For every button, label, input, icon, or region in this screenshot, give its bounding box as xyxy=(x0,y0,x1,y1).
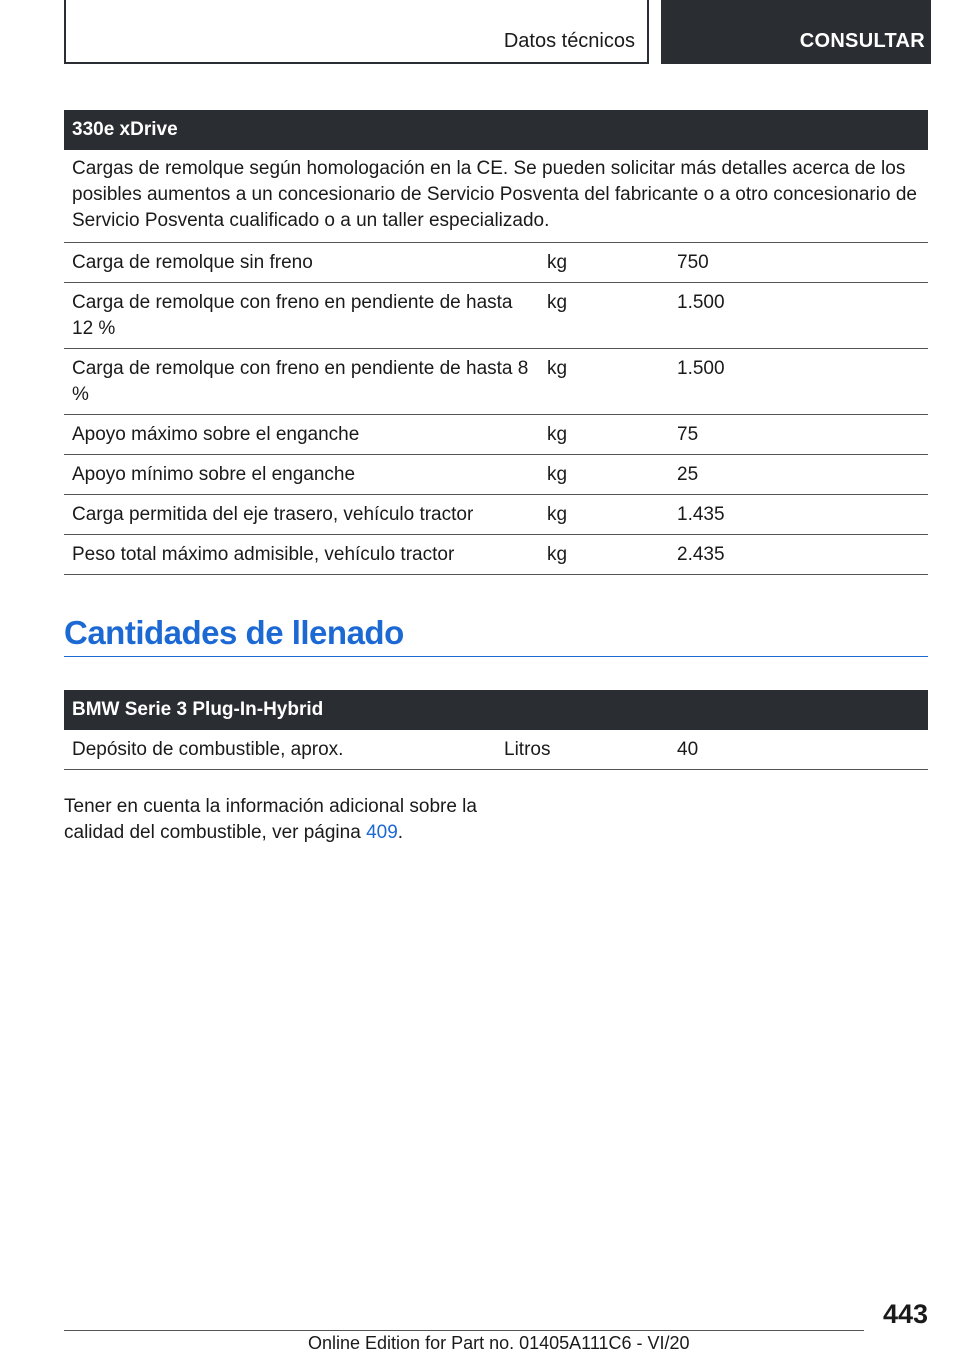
table-row xyxy=(64,243,928,283)
row-unit: kg xyxy=(547,292,568,313)
table-heading: 330e xDrive xyxy=(64,110,928,150)
table-heading: BMW Serie 3 Plug-In-Hybrid xyxy=(64,690,928,730)
row-value: 2.435 xyxy=(677,544,725,565)
trailer-load-table xyxy=(64,110,928,575)
row-label: Peso total máximo admisible, vehículo tractor xyxy=(72,544,455,565)
table-row xyxy=(64,349,928,415)
row-unit: kg xyxy=(547,464,568,485)
note-trailing: . xyxy=(397,822,404,843)
row-unit: kg xyxy=(547,358,568,379)
row-unit: Litros xyxy=(504,739,551,760)
edition-text: Online Edition for Part no. 01405A111C6 - VI/20 xyxy=(308,1333,690,1353)
row-value: 750 xyxy=(677,252,709,273)
table-row xyxy=(64,495,928,535)
row-value: 1.500 xyxy=(677,292,725,313)
table-body xyxy=(64,730,928,770)
table-row xyxy=(64,283,928,349)
row-label: Carga de remolque con freno en pendiente de hasta 12 % xyxy=(72,292,513,339)
table-body xyxy=(64,243,928,575)
table-row xyxy=(64,455,928,495)
row-unit: kg xyxy=(547,252,568,273)
row-value: 75 xyxy=(677,424,699,445)
section-title-fill-quantities: Cantidades de llenado xyxy=(64,614,404,651)
table-note: Cargas de remolque según homologación en la CE. Se pueden solicitar más detalles acerca de los posibles aumentos a un concesionario de Servicio Posventa del fabricante o a otro concesionario de Servicio Posventa cualificado o a un taller especializado. xyxy=(64,150,928,243)
row-value: 40 xyxy=(677,739,699,760)
footer-divider xyxy=(64,1330,864,1331)
consultar-button[interactable]: CONSULTAR xyxy=(799,30,925,52)
page-number: 443 xyxy=(882,1299,928,1329)
fuel-table xyxy=(64,690,928,770)
row-value: 1.435 xyxy=(677,504,725,525)
page-link[interactable]: 409 xyxy=(366,822,398,843)
row-unit: kg xyxy=(547,424,568,445)
row-label: Carga permitida del eje trasero, vehículo tractor xyxy=(72,504,474,525)
fuel-quality-note xyxy=(64,794,504,846)
note-text: Tener en cuenta la información adicional sobre la calidad del combustible, ver página xyxy=(64,796,477,843)
header-section-tab xyxy=(64,0,649,64)
row-label: Carga de remolque con freno en pendiente de hasta 8 % xyxy=(72,358,529,405)
row-label: Carga de remolque sin freno xyxy=(72,252,313,273)
header-mode-tab[interactable] xyxy=(661,0,931,64)
row-label: Depósito de combustible, aprox. xyxy=(72,739,344,760)
section-title: Datos técnicos xyxy=(503,30,635,52)
row-value: 1.500 xyxy=(677,358,725,379)
row-label: Apoyo mínimo sobre el enganche xyxy=(72,464,356,485)
row-unit: kg xyxy=(547,504,568,525)
table-row xyxy=(64,535,928,575)
row-value: 25 xyxy=(677,464,699,485)
row-unit: kg xyxy=(547,544,568,565)
row-label: Apoyo máximo sobre el enganche xyxy=(72,424,360,445)
section-heading xyxy=(64,612,928,657)
table-row xyxy=(64,415,928,455)
table-row xyxy=(64,730,928,770)
